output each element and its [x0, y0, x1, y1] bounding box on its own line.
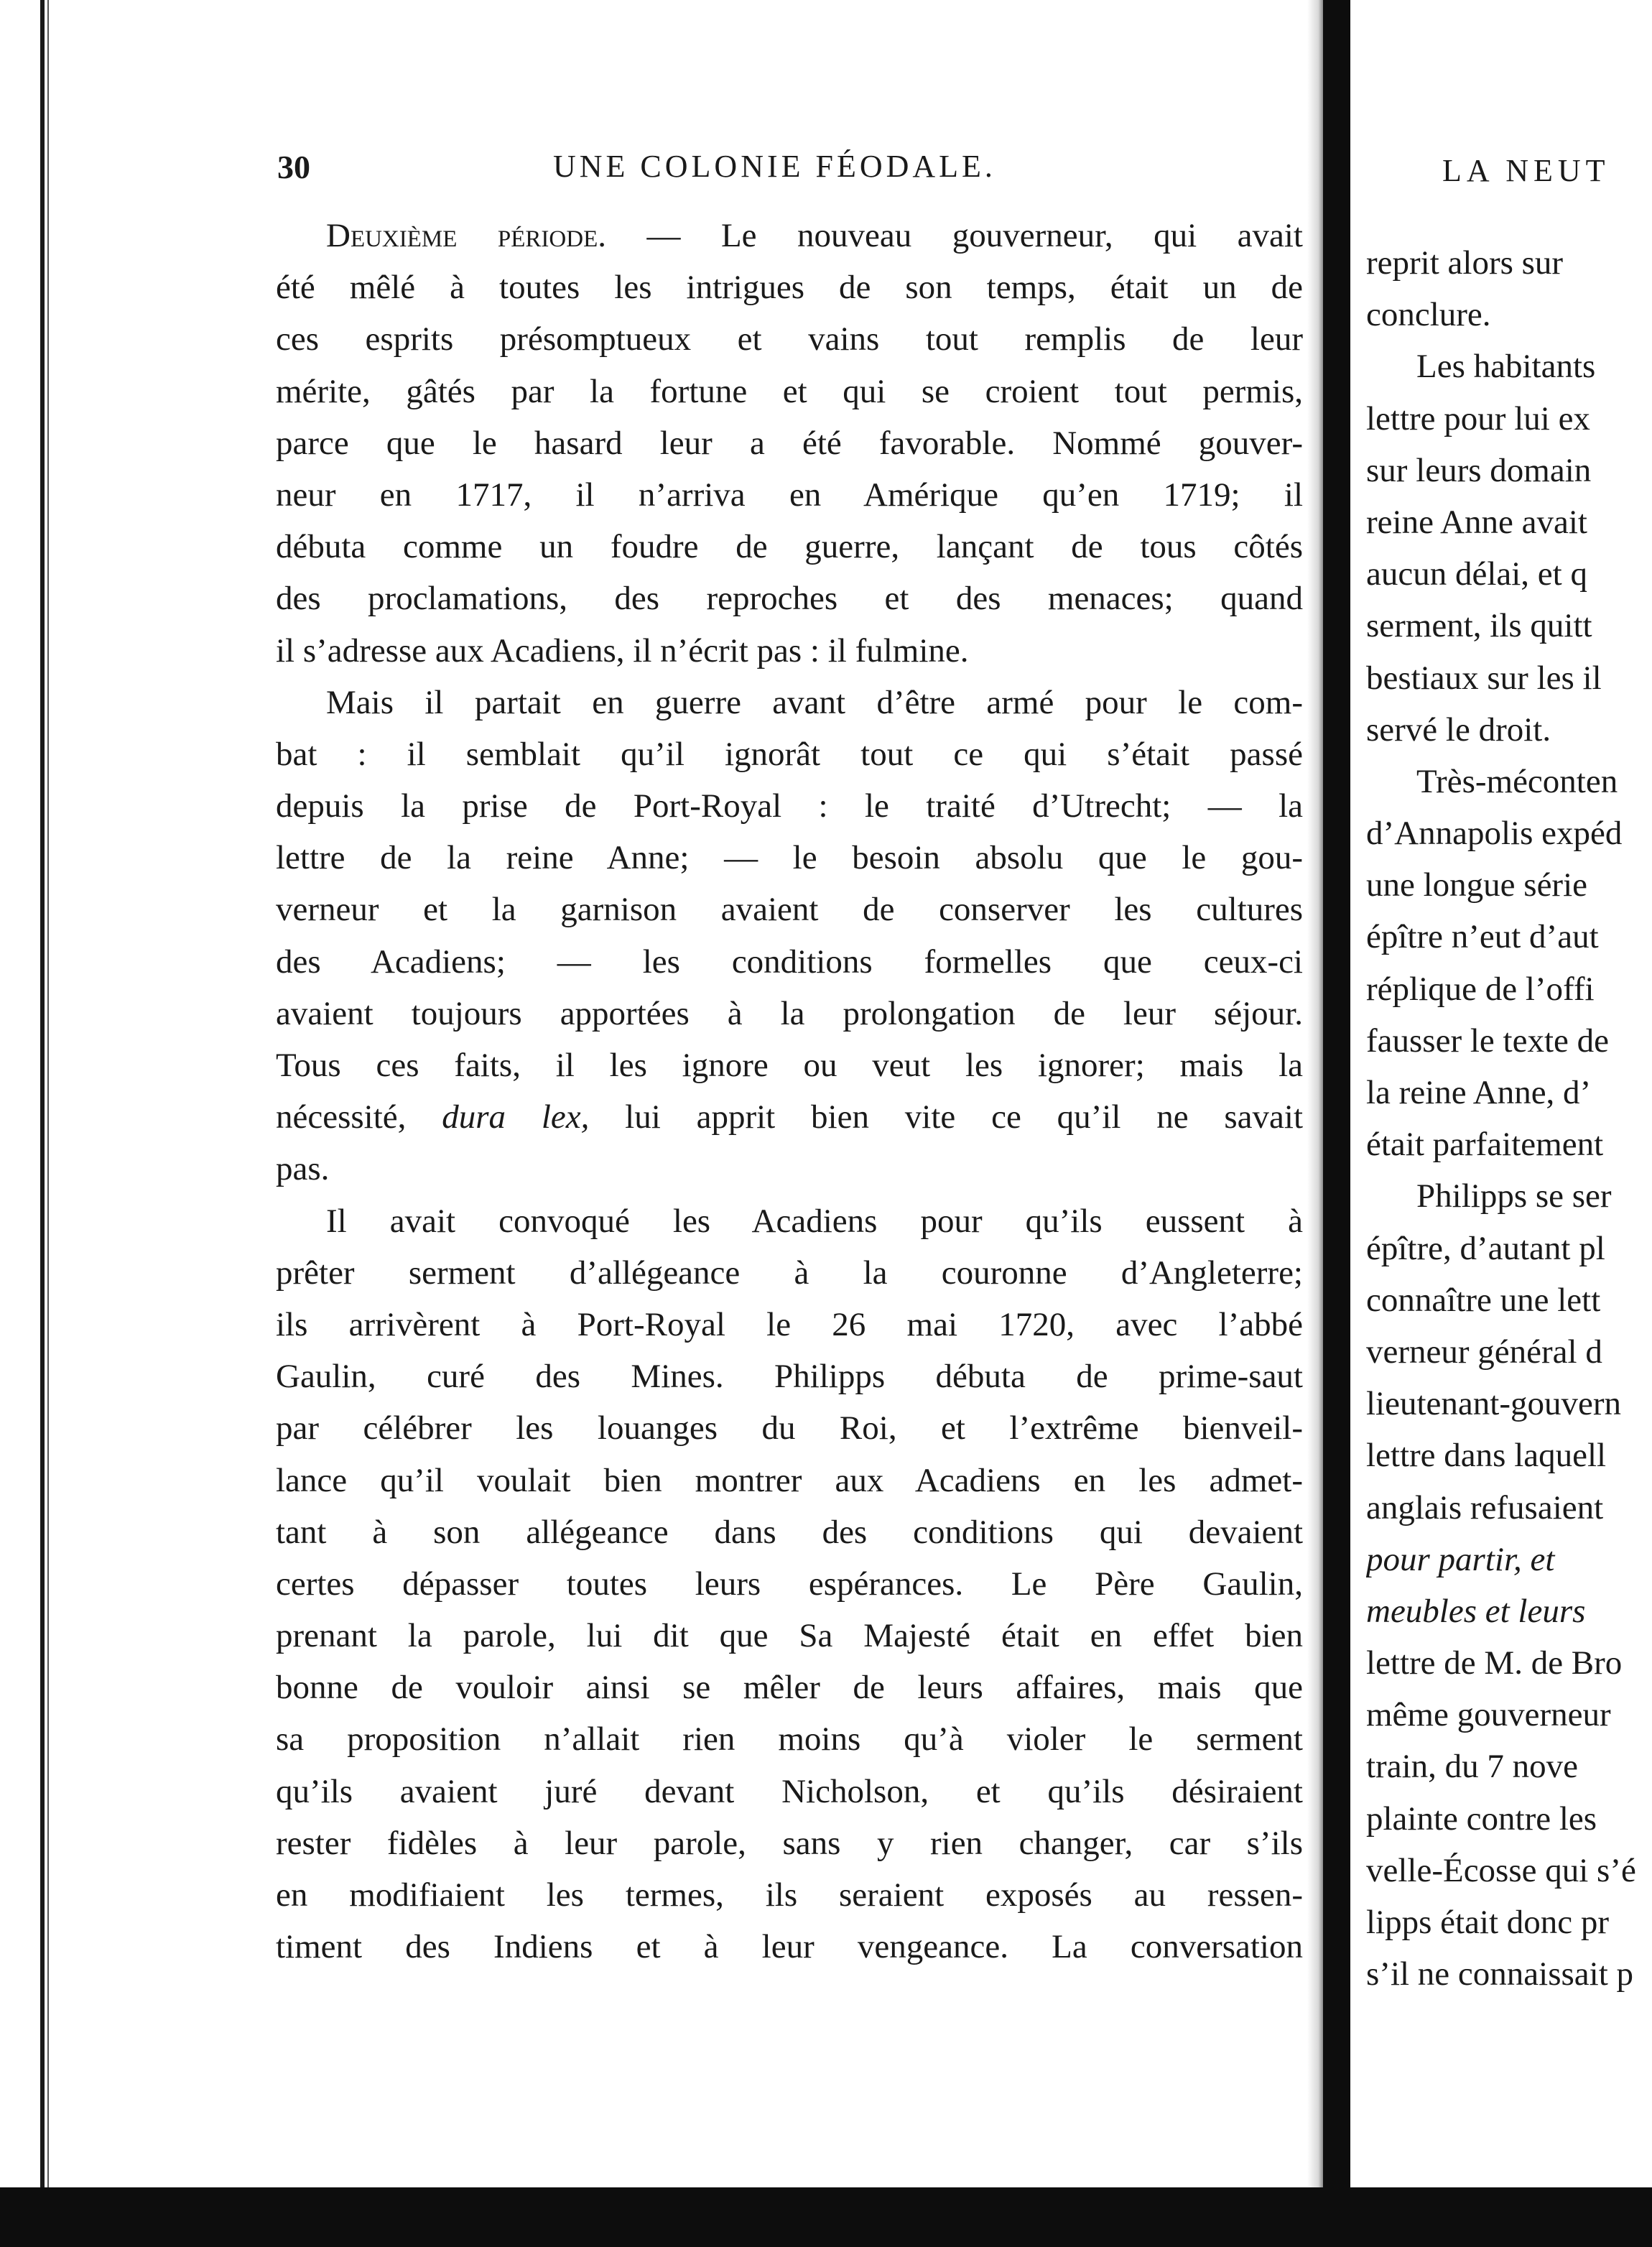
text-line: Très-méconten — [1416, 762, 1618, 800]
text-line: servé le droit. — [1366, 710, 1551, 749]
italic-line: meubles et leurs — [1366, 1592, 1586, 1630]
text-line: mérite, gâtés par la fortune et qui se croient tout permis, — [276, 372, 1303, 410]
text-line: lettre de M. de Bro — [1366, 1644, 1623, 1682]
right-page — [1350, 0, 1652, 2187]
gutter-shadow — [1307, 0, 1323, 2247]
page-edge-rule-thin — [47, 0, 49, 2247]
text-line: même gouverneur — [1366, 1696, 1611, 1734]
text-line: lipps était donc pr — [1366, 1904, 1610, 1941]
text-line: débuta comme un foudre de guerre, lançant de tous côtés — [276, 528, 1303, 566]
text-line: verneur et la garnison avaient de conserver les cultures — [276, 891, 1303, 929]
text-line: parce que le hasard leur a été favorable. Nommé gouver- — [276, 424, 1303, 462]
text-line — [276, 210, 1303, 261]
italic-line: pour partir, et — [1366, 1540, 1555, 1578]
text-line: été mêlé à toutes les intrigues de son temps, était un de — [276, 269, 1303, 307]
text-line: prêter serment d’allégeance à la couronne d’Angleterre; — [276, 1254, 1303, 1292]
italic-phrase: dura lex, — [442, 1098, 590, 1136]
text-line: connaître une lett — [1366, 1281, 1601, 1319]
text-line: plainte contre les — [1366, 1799, 1597, 1838]
text-line: lettre de la reine Anne; — le besoin absolu que le gou- — [276, 839, 1303, 877]
text-line: sa proposition n’allait rien moins qu’à violer le serment — [276, 1720, 1303, 1759]
text-line — [276, 1091, 1303, 1143]
text-line: ces esprits présomptueux et vains tout remplis de leur — [276, 320, 1303, 358]
text-line: avaient toujours apportées à la prolongation de leur séjour. — [276, 994, 1303, 1032]
text-line: prenant la parole, lui dit que Sa Majesté était en effet bien — [276, 1617, 1303, 1655]
text-line: serment, ils quitt — [1366, 607, 1592, 645]
text-line: des Acadiens; — les conditions formelles que ceux-ci — [276, 942, 1303, 981]
text-line: Les habitants — [1416, 348, 1596, 386]
text-line: bestiaux sur les il — [1366, 659, 1602, 697]
text-line: épître, d’autant pl — [1366, 1229, 1605, 1267]
text-line: était parfaitement — [1366, 1126, 1604, 1164]
text-line: reprit alors sur — [1366, 244, 1564, 282]
text-line: velle-Écosse qui s’é — [1366, 1851, 1636, 1889]
text-line: certes dépasser toutes leurs espérances. Le Père Gaulin, — [276, 1565, 1303, 1603]
text-line: lieutenant-gouvern — [1366, 1385, 1621, 1423]
text-line: neur en 1717, il n’arriva en Amérique qu’en 1719; il — [276, 476, 1303, 514]
scan-bottom-band — [0, 2187, 1652, 2247]
text-line: en modifiaient les termes, ils seraient exposés au ressen- — [276, 1876, 1303, 1914]
text-span: lui apprit bien vite ce qu’il ne savait — [589, 1098, 1303, 1136]
text-line: lettre dans laquell — [1366, 1437, 1607, 1475]
text-line: fausser le texte de — [1366, 1021, 1609, 1060]
text-line: pas. — [276, 1150, 330, 1188]
text-line: par célébrer les louanges du Roi, et l’extrême bienveil- — [276, 1409, 1303, 1447]
section-heading: Deuxième période. — [326, 217, 606, 254]
text-line: rester fidèles à leur parole, sans y rien changer, car s’ils — [276, 1824, 1303, 1862]
text-line: anglais refusaient — [1366, 1488, 1604, 1526]
running-title: UNE COLONIE FÉODALE. — [553, 149, 996, 184]
text-line: bat : il semblait qu’il ignorât tout ce qui s’était passé — [276, 735, 1303, 773]
text-line: lettre pour lui ex — [1366, 399, 1590, 437]
text-line: sur leurs domain — [1366, 451, 1592, 489]
text-line: bonne de vouloir ainsi se mêler de leurs affaires, mais que — [276, 1669, 1303, 1707]
text-line: reine Anne avait — [1366, 503, 1587, 541]
text-line: lance qu’il voulait bien montrer aux Acadiens en les admet- — [276, 1461, 1303, 1499]
text-line: timent des Indiens et à leur vengeance. La conversation — [276, 1928, 1303, 1966]
page-number: 30 — [277, 149, 310, 185]
text-line: la reine Anne, d’ — [1366, 1074, 1592, 1111]
text-line: s’il ne connaissait p — [1366, 1955, 1634, 1993]
page-edge-rule — [40, 0, 45, 2247]
text-line: tant à son allégeance dans des conditions qui devaient — [276, 1513, 1303, 1551]
text-line: aucun délai, et q — [1366, 555, 1587, 593]
text-line: réplique de l’offi — [1366, 970, 1595, 1008]
text-line: verneur général d — [1366, 1333, 1602, 1371]
text-line: Philipps se ser — [1416, 1177, 1612, 1215]
text-line: des proclamations, des reproches et des menaces; quand — [276, 580, 1303, 618]
text-line: Il avait convoqué les Acadiens pour qu’ils eussent à — [326, 1202, 1303, 1240]
right-body-text — [1366, 237, 1652, 2000]
right-running-title: LA NEUT — [1442, 153, 1610, 188]
text-line: il s’adresse aux Acadiens, il n’écrit pas : il fulmine. — [276, 631, 969, 670]
text-span: — Le nouveau gouverneur, qui avait — [605, 217, 1303, 254]
text-line: depuis la prise de Port-Royal : le traité d’Utrecht; — la — [276, 787, 1303, 825]
text-line: d’Annapolis expéd — [1366, 815, 1623, 853]
text-line: Tous ces faits, il les ignore ou veut les ignorer; mais la — [276, 1047, 1303, 1084]
text-span: nécessité, — [276, 1098, 442, 1136]
text-line: Mais il partait en guerre avant d’être armé pour le com- — [326, 683, 1303, 721]
text-line: train, du 7 nove — [1366, 1748, 1578, 1786]
text-line: épître n’eut d’aut — [1366, 918, 1599, 956]
text-line: une longue série — [1366, 866, 1588, 904]
body-text — [276, 210, 1303, 1973]
text-line: conclure. — [1366, 296, 1491, 334]
book-gutter — [1323, 0, 1350, 2247]
text-line: Gaulin, curé des Mines. Philipps débuta de prime-saut — [276, 1358, 1303, 1396]
text-line: ils arrivèrent à Port-Royal le 26 mai 1720, avec l’abbé — [276, 1305, 1303, 1343]
text-line: qu’ils avaient juré devant Nicholson, et qu’ils désiraient — [276, 1772, 1303, 1810]
